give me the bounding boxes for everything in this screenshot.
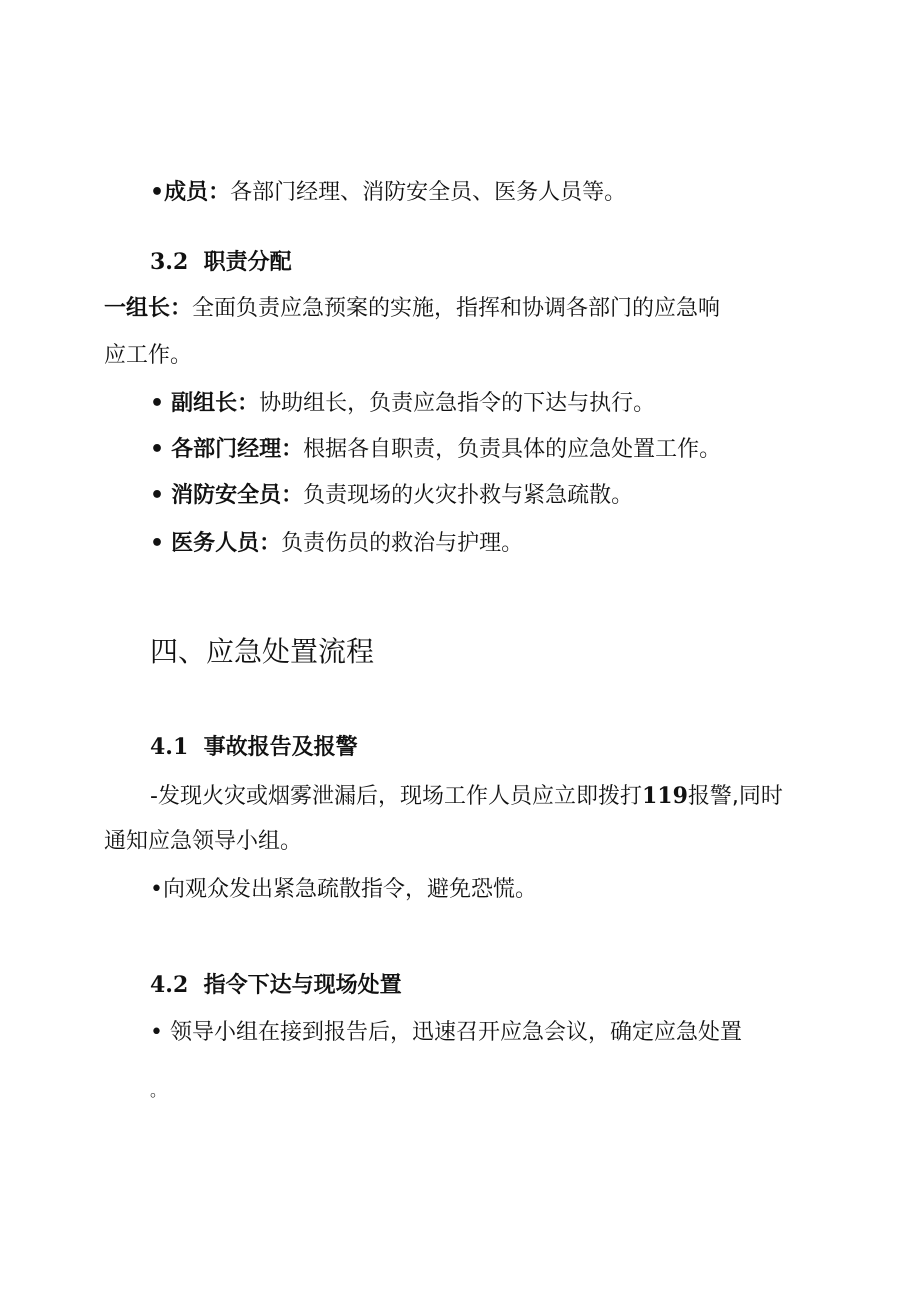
duty-label: 消防安全员： — [171, 483, 304, 508]
report-number: 119 — [641, 783, 688, 809]
leader-label: 组长： — [126, 296, 193, 321]
duty-text: 负责伤员的救治与护理。 — [281, 531, 524, 556]
members-bullet: • — [150, 180, 165, 205]
duty-item-fire-safety — [150, 481, 633, 511]
heading-4-1-title: 事故报告及报警 — [203, 735, 358, 760]
heading-4-1 — [150, 732, 358, 763]
duty-item-managers — [150, 435, 721, 465]
leader-line-1 — [104, 294, 720, 324]
evacuation-line: •向观众发出紧急疏散指令，避免恐慌。 — [150, 877, 537, 902]
duty-text: 协助组长，负责应急指令的下达与执行。 — [259, 391, 656, 416]
report-tail: 报警,同时 — [687, 784, 783, 809]
duty-item-deputy — [150, 389, 655, 419]
members-text: 各部门经理、消防安全员、医务人员等。 — [230, 180, 627, 205]
duty-label: 医务人员： — [171, 531, 282, 556]
members-line — [150, 178, 626, 208]
leader-text-2: 应工作。 — [104, 343, 193, 368]
duty-bullet: • — [150, 483, 165, 508]
heading-3-2-number: 3.2 — [150, 249, 189, 275]
duty-label: 各部门经理： — [171, 437, 304, 462]
heading-3-2-title: 职责分配 — [203, 250, 292, 275]
heading-4-2-title: 指令下达与现场处置 — [203, 973, 402, 998]
command-line-1: • 领导小组在接到报告后，迅速召开应急会议，确定应急处置 — [150, 1020, 742, 1045]
members-label: 成员： — [164, 180, 231, 205]
report-line-2 — [104, 827, 302, 857]
command-line-2: 。 — [150, 1081, 167, 1100]
duty-item-medical — [150, 529, 523, 559]
duty-label: 副组长： — [171, 391, 260, 416]
heading-4-2 — [150, 970, 402, 1001]
duty-text: 根据各自职责，负责具体的应急处置工作。 — [303, 437, 722, 462]
heading-3-2 — [150, 247, 292, 278]
duty-text: 负责现场的火灾扑救与紧急疏散。 — [303, 483, 634, 508]
report-line-1 — [150, 781, 783, 812]
leader-bullet: 一 — [104, 296, 127, 321]
report-lead: -发现火灾或烟雾泄漏后，现场工作人员应立即拨打 — [150, 784, 642, 809]
report-line-2-text: 通知应急领导小组。 — [104, 829, 303, 854]
duty-bullet: • — [150, 531, 165, 556]
heading-section-4: 四、应急处置流程 — [150, 635, 375, 668]
heading-4-1-number: 4.1 — [150, 734, 189, 760]
heading-4-2-number: 4.2 — [150, 972, 189, 998]
duty-bullet: • — [150, 437, 165, 462]
leader-line-2 — [104, 341, 192, 371]
leader-text-1: 全面负责应急预案的实施，指挥和协调各部门的应急响 — [192, 296, 721, 321]
duty-bullet: • — [150, 391, 165, 416]
